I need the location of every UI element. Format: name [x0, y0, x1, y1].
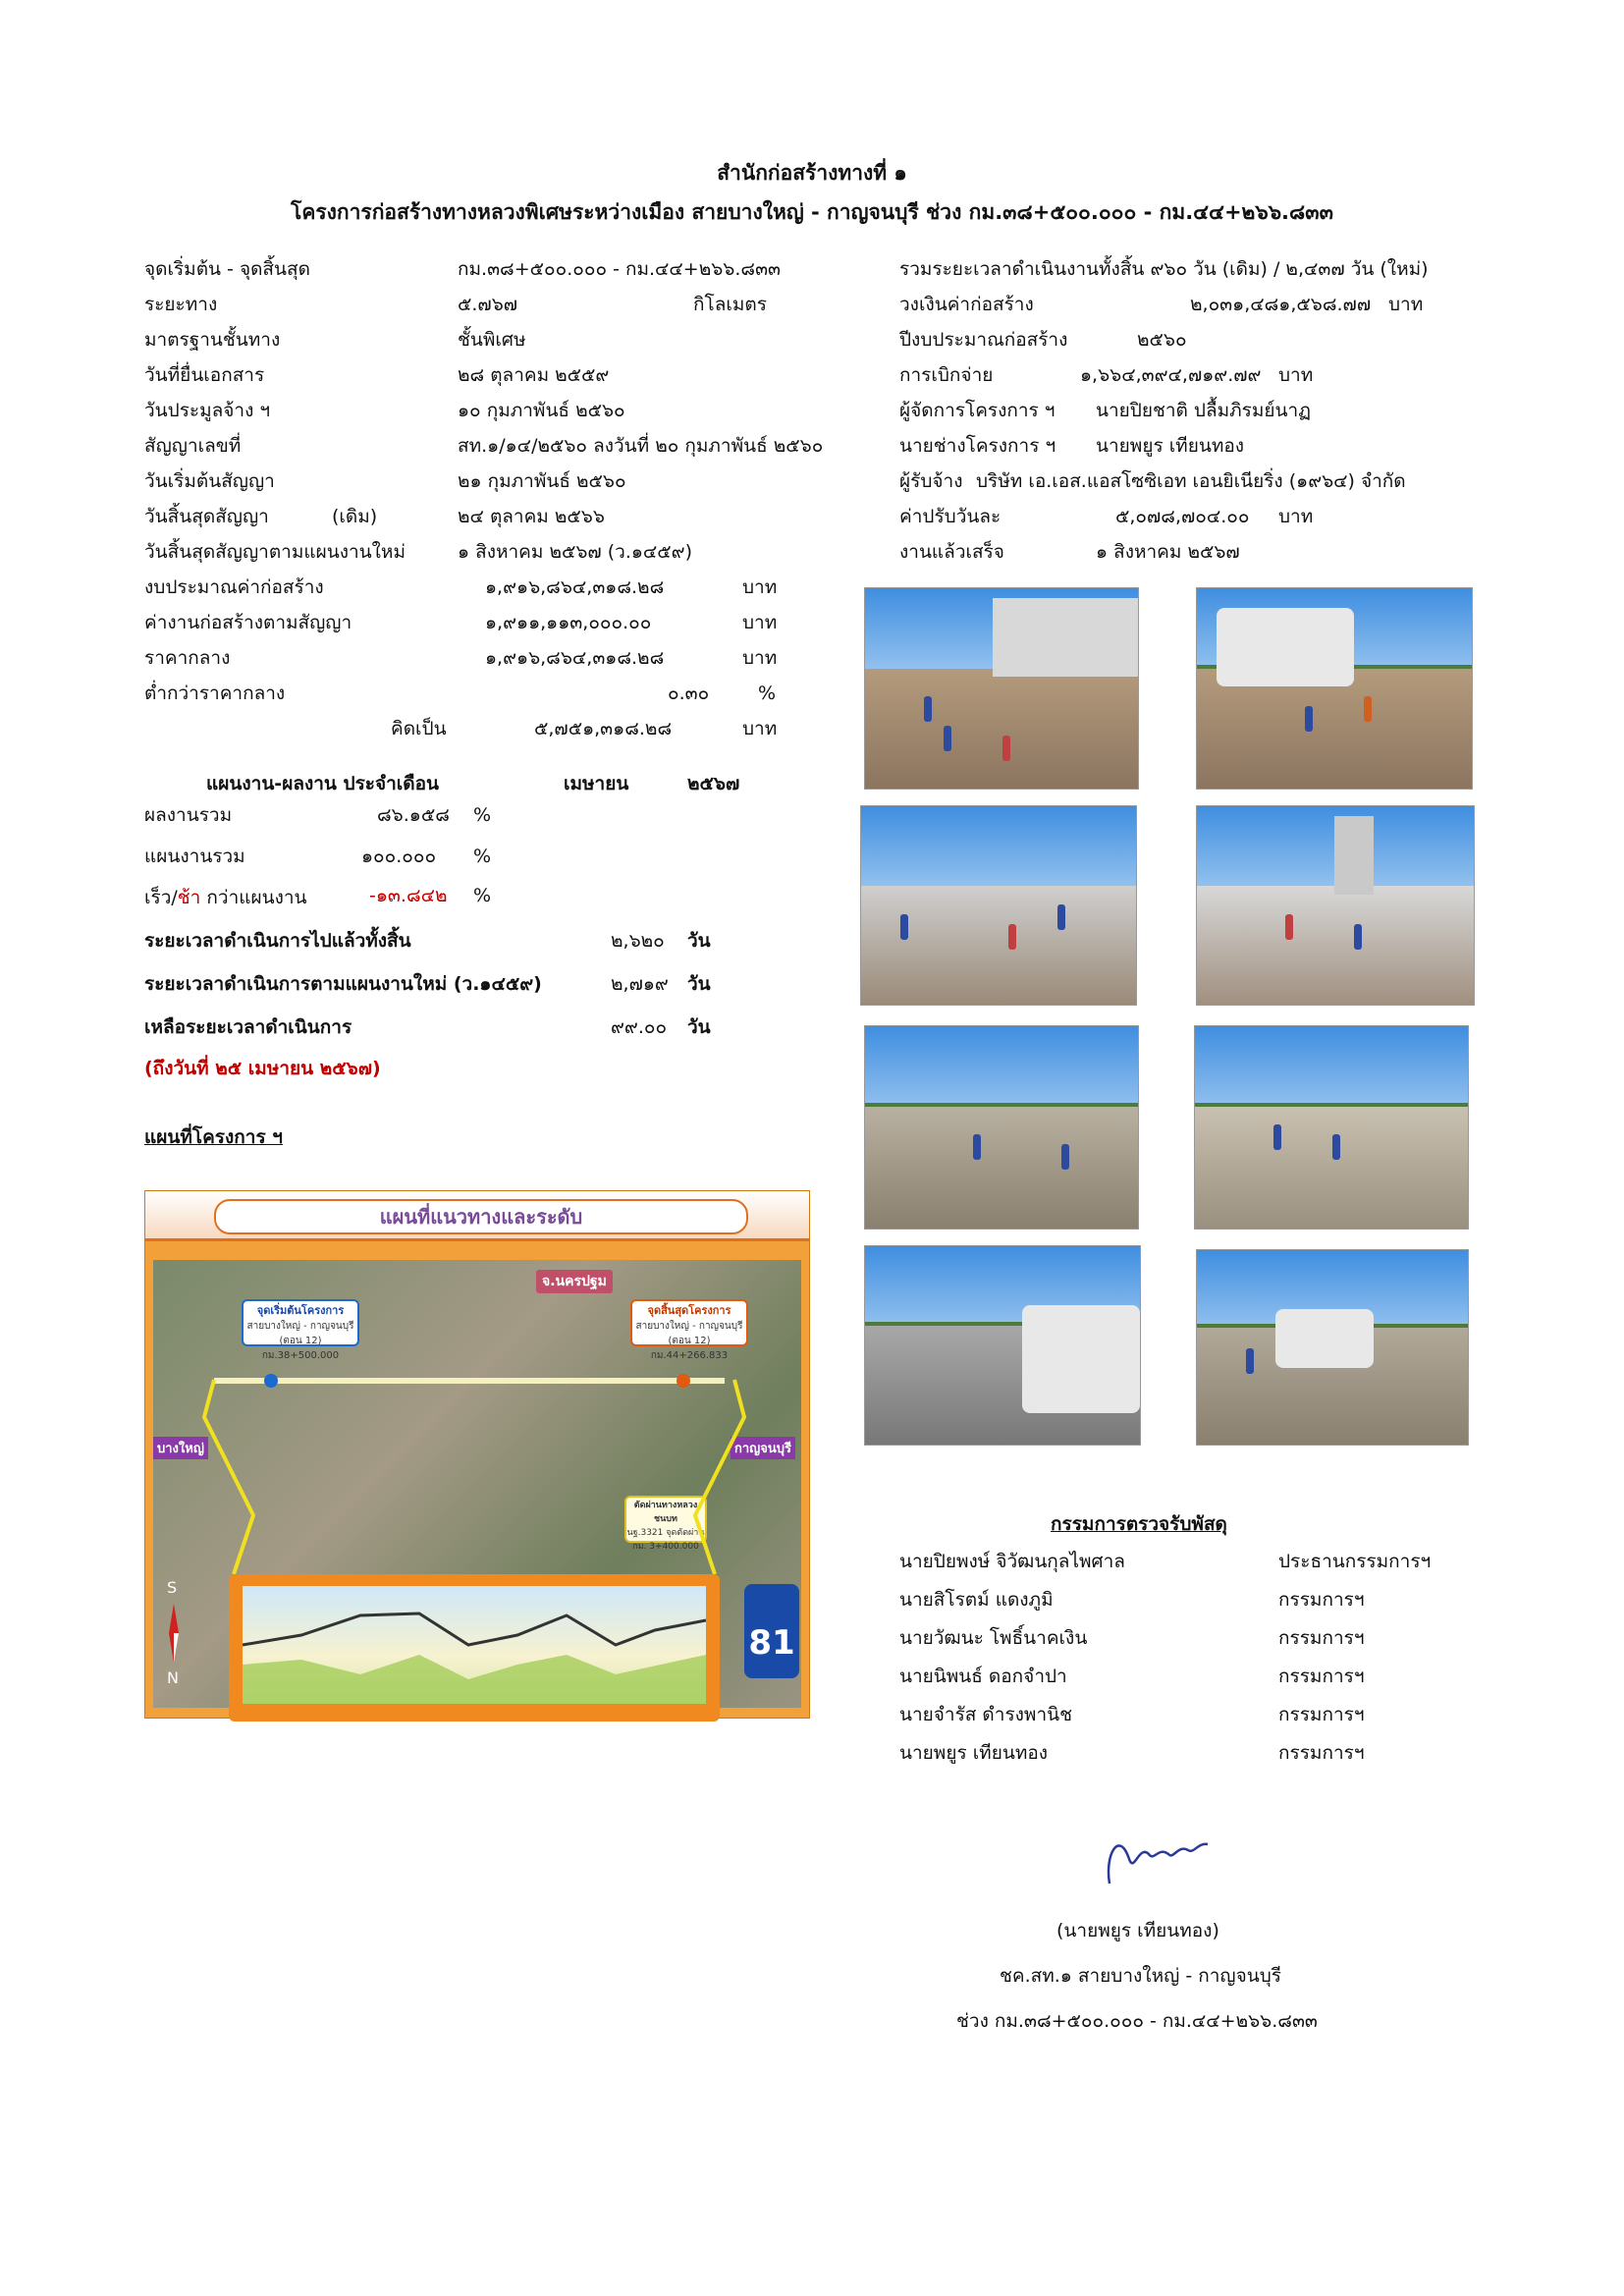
info-label: วงเงินค่าก่อสร้าง [899, 294, 1034, 315]
signature-mark [1100, 1825, 1218, 1897]
progress-month: เมษายน [564, 773, 629, 794]
budget-value: ๐.๓๐ [668, 683, 710, 704]
info-value: บริษัท เอ.เอส.แอสโซซิเอท เอนยิเนียริ่ง (๑๙๖๔) จำกัด [976, 470, 1406, 492]
office-title: สำนักก่อสร้างทางที่ ๑ [717, 161, 907, 185]
budget-label: คิดเป็น [391, 718, 447, 739]
profile-chart [243, 1586, 706, 1704]
info-label: จุดเริ่มต้น - จุดสิ้นสุด [144, 258, 310, 280]
budget-unit: บาท [742, 612, 778, 633]
committee-member-role: กรรมการฯ [1278, 1742, 1365, 1764]
diff-label-fast: เร็ว/ [144, 887, 178, 908]
site-photo [1196, 587, 1473, 790]
budget-value: ๑,๙๑๖,๘๖๔,๓๑๘.๒๘ [485, 647, 665, 669]
committee-member-role: กรรมการฯ [1278, 1666, 1365, 1687]
diff-label-rest: กว่าแผนงาน [200, 887, 307, 908]
plan-days-unit: วัน [687, 973, 711, 995]
committee-member-name: นายปิยพงษ์ จิวัฒนกุลไพศาล [899, 1551, 1125, 1572]
elapsed-value: ๒,๖๒๐ [611, 930, 665, 952]
signer-name: (นายพยูร เทียนทอง) [1056, 1920, 1219, 1941]
info-label: ค่าปรับวันละ [899, 506, 1001, 527]
info-value: ๑๐ กุมภาพันธ์ ๒๕๖๐ [458, 400, 625, 421]
site-photo [1196, 1249, 1469, 1446]
plan-label: แผนงานรวม [144, 846, 245, 867]
info-unit: บาท [1388, 294, 1424, 315]
remaining-label: เหลือระยะเวลาดำเนินการ [144, 1016, 352, 1038]
mixer-truck [1022, 1305, 1140, 1413]
site-photo [1194, 1025, 1469, 1230]
diff-unit: % [473, 885, 492, 906]
committee-member-name: นายวัฒนะ โพธิ์นาคเงิน [899, 1627, 1088, 1649]
info-unit: บาท [1278, 506, 1314, 527]
actual-value: ๘๖.๑๕๘ [377, 804, 450, 826]
site-photo [864, 1245, 1141, 1446]
elapsed-unit: วัน [687, 930, 711, 952]
info-label: นายช่างโครงการ ฯ [899, 435, 1056, 457]
actual-unit: % [473, 804, 492, 826]
budget-value: ๑,๙๑๑,๑๑๓,๐๐๐.๐๐ [485, 612, 652, 633]
plan-value: ๑๐๐.๐๐๐ [361, 846, 437, 867]
progress-year: ๒๕๖๗ [687, 773, 740, 794]
crossing-box-sub: นฐ.3321 จุดตัดผ่าน [626, 1528, 705, 1538]
info-value: ๑ สิงหาคม ๒๕๖๗ (ว.๑๔๕๙) [458, 541, 693, 563]
info-unit: บาท [1278, 364, 1314, 386]
info-value: ๑,๖๖๔,๓๙๔,๗๑๙.๗๙ [1080, 364, 1262, 386]
diff-value: -๑๓.๘๔๒ [369, 885, 448, 906]
info-label: วันประมูลจ้าง ฯ [144, 400, 271, 421]
direction-right-label: กาญจนบุรี [731, 1437, 795, 1459]
info-value: กม.๓๘+๕๐๐.๐๐๐ - กม.๔๔+๒๖๖.๘๓๓ [458, 258, 782, 280]
budget-unit: บาท [742, 718, 778, 739]
as-of-date: (ถึงวันที่ ๒๕ เมษายน ๒๕๖๗) [144, 1058, 381, 1079]
budget-label: งบประมาณค่าก่อสร้าง [144, 576, 324, 598]
budget-label: ต่ำกว่าราคากลาง [144, 683, 286, 704]
committee-member-role: กรรมการฯ [1278, 1627, 1365, 1649]
info-unit: กิโลเมตร [693, 294, 767, 315]
info-label: ระยะทาง [144, 294, 218, 315]
info-label: การเบิกจ่าย [899, 364, 994, 386]
remaining-value: ๙๙.๐๐ [611, 1016, 668, 1038]
info-label: สัญญาเลขที่ [144, 435, 242, 457]
committee-member-name: นายจำรัส ดำรงพานิช [899, 1704, 1073, 1725]
info-value: ๕.๗๖๗ [458, 294, 518, 315]
longitudinal-profile [229, 1574, 720, 1722]
info-value: ๒๘ ตุลาคม ๒๕๕๙ [458, 364, 610, 386]
direction-left-label: บางใหญ่ [153, 1437, 208, 1459]
site-photo [860, 805, 1137, 1006]
signer-position: ชค.สท.๑ สายบางใหญ่ - กาญจนบุรี [1000, 1965, 1281, 1987]
info-label: ผู้จัดการโครงการ ฯ [899, 400, 1056, 421]
city-label: จ.นครปฐม [536, 1270, 613, 1293]
actual-label: ผลงานรวม [144, 804, 233, 826]
budget-unit: บาท [742, 647, 778, 669]
site-photo [864, 1025, 1139, 1230]
committee-member-name: นายพยูร เทียนทอง [899, 1742, 1049, 1764]
mixer-truck [1217, 608, 1354, 686]
info-label: วันที่ยื่นเอกสาร [144, 364, 265, 386]
info-label: วันสิ้นสุดสัญญา [144, 506, 269, 527]
committee-member-name: นายนิพนธ์ ดอกจำปา [899, 1666, 1067, 1687]
project-map [144, 1190, 810, 1719]
highway-shield-icon [744, 1584, 799, 1678]
info-label: ผู้รับจ้าง [899, 470, 963, 492]
plan-unit: % [473, 846, 492, 867]
budget-value: ๕,๗๕๑,๓๑๘.๒๘ [534, 718, 673, 739]
info-label: มาตรฐานชั้นทาง [144, 329, 281, 351]
crossing-box-title: ตัดผ่านทางหลวงชนบท [633, 1501, 698, 1524]
info-value: ๒๔ ตุลาคม ๒๕๖๖ [458, 506, 605, 527]
info-label: งานแล้วเสร็จ [899, 541, 1004, 563]
info-value: ๒,๐๓๑,๔๘๑,๕๖๘.๗๗ [1190, 294, 1372, 315]
diff-label [144, 886, 307, 909]
compass-n-label: N [167, 1668, 179, 1687]
committee-title: กรรมการตรวจรับพัสดุ [1051, 1513, 1227, 1535]
elapsed-label: ระยะเวลาดำเนินการไปแล้วทั้งสิ้น [144, 930, 411, 952]
info-label: ปีงบประมาณก่อสร้าง [899, 329, 1068, 351]
committee-member-role: ประธานกรรมการฯ [1278, 1551, 1432, 1572]
diff-label-slow: ช้า [177, 887, 201, 908]
committee-member-role: กรรมการฯ [1278, 1589, 1365, 1611]
site-photo [864, 587, 1139, 790]
start-box-title: จุดเริ่มต้นโครงการ [256, 1304, 345, 1317]
signer-section: ช่วง กม.๓๘+๕๐๐.๐๐๐ - กม.๔๔+๒๖๖.๘๓๓ [956, 2010, 1318, 2032]
map-title: แผนที่โครงการ ฯ [144, 1126, 283, 1148]
duration-text: รวมระยะเวลาดำเนินงานทั้งสิ้น ๙๖๐ วัน (เดิม) / ๒,๔๓๗ วัน (ใหม่) [899, 258, 1429, 280]
plan-days-value: ๒,๗๑๙ [611, 973, 669, 995]
committee-member-role: กรรมการฯ [1278, 1704, 1365, 1725]
budget-label: ค่างานก่อสร้างตามสัญญา [144, 612, 352, 633]
progress-title: แผนงาน-ผลงาน ประจำเดือน [206, 773, 440, 794]
end-box-title: จุดสิ้นสุดโครงการ [647, 1304, 731, 1317]
site-photo [1196, 805, 1475, 1006]
crossing-box-km: กม. 3+400.000 [632, 1542, 699, 1552]
info-label: วันเริ่มต้นสัญญา [144, 470, 275, 492]
info-value: นายพยูร เทียนทอง [1096, 435, 1245, 457]
info-value: ๑ สิงหาคม ๒๕๖๗ [1096, 541, 1240, 563]
compass-s-label: S [167, 1578, 178, 1597]
mixer-truck [1275, 1309, 1374, 1368]
budget-unit: บาท [742, 576, 778, 598]
shield-number: 81 [748, 1623, 795, 1663]
end-box-sub: สายบางใหญ่ - กาญจนบุรี (ตอน 12) [635, 1321, 743, 1346]
info-value: ๕,๐๗๘,๗๐๔.๐๐ [1115, 506, 1250, 527]
remaining-unit: วัน [687, 1016, 711, 1038]
plan-days-label: ระยะเวลาดำเนินการตามแผนงานใหม่ (ว.๑๔๕๙) [144, 973, 542, 995]
info-note: (เดิม) [332, 506, 378, 527]
start-box-km: กม.38+500.000 [261, 1350, 340, 1361]
info-label: วันสิ้นสุดสัญญาตามแผนงานใหม่ [144, 541, 406, 563]
map-banner-text: แผนที่แนวทางและระดับ [379, 1205, 583, 1229]
end-box-km: กม.44+266.833 [650, 1350, 729, 1361]
budget-label: ราคากลาง [144, 647, 231, 669]
info-value: ๒๕๖๐ [1137, 329, 1187, 351]
project-title: โครงการก่อสร้างทางหลวงพิเศษระหว่างเมือง สายบางใหญ่ - กาญจนบุรี ช่วง กม.๓๘+๕๐๐.๐๐๐ - กม.๔๔+๒๖๖.๘๓๓ [291, 200, 1333, 224]
budget-value: ๑,๙๑๖,๘๖๔,๓๑๘.๒๘ [485, 576, 665, 598]
bridge-structure [993, 598, 1138, 677]
committee-member-name: นายสิโรตม์ แดงภูมิ [899, 1589, 1054, 1611]
start-box-sub: สายบางใหญ่ - กาญจนบุรี (ตอน 12) [246, 1321, 354, 1346]
info-value: สท.๑/๑๔/๒๕๖๐ ลงวันที่ ๒๐ กุมภาพันธ์ ๒๕๖๐ [458, 435, 824, 457]
info-value: ชั้นพิเศษ [458, 329, 526, 351]
info-value: นายปิยชาติ ปลื้มภิรมย์นาฏ [1096, 400, 1311, 421]
budget-unit: % [758, 683, 777, 704]
info-value: ๒๑ กุมภาพันธ์ ๒๕๖๐ [458, 470, 626, 492]
